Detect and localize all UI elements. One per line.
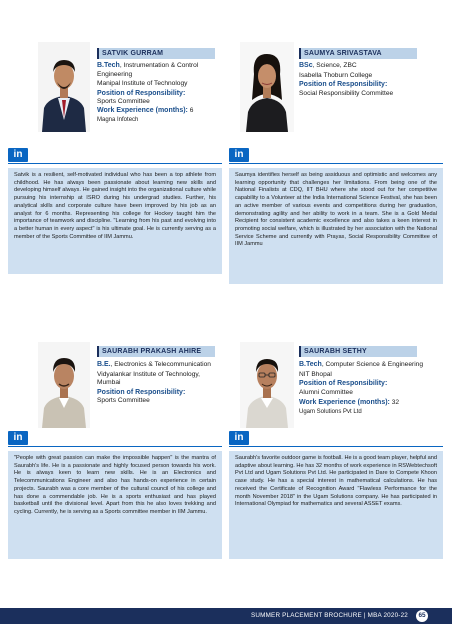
student-info	[97, 62, 225, 124]
student-name	[299, 48, 417, 59]
institute: Manipal Institute of Technology	[97, 80, 188, 88]
degree-type: B.E.	[97, 361, 111, 368]
linkedin-underline	[229, 446, 443, 447]
por-value: Sports Committee	[97, 98, 150, 106]
profile-photo	[38, 342, 90, 428]
linkedin-underline	[8, 163, 222, 164]
student-name-text: SAURABH PRAKASH AHIRE	[102, 348, 202, 355]
student-bio: Saurabh's favorite outdoor game is football. He is a good team player, helpful and adaptive about learning. He has 32 months of work experience in RSWebtechsoft Pvt Ltd and Ugam Solutions Pvt Ltd. He participated in Dare to Compete Khoon case study. He has a special interest in mathematical calculations. He has received the Certificate of Recognition Award "Flawless Performance for the month November 2018" in the Ugam Solutions company. He has participated in International Olympiad for mathematics and several ASSET exams.	[229, 451, 443, 559]
student-name	[97, 48, 215, 59]
degree-line	[97, 62, 225, 79]
student-name-text: SAURABH SETHY	[304, 348, 367, 355]
degree-type: BSc	[299, 62, 313, 69]
degree-type: B.Tech	[97, 62, 120, 69]
por-label: Position of Responsibility:	[97, 388, 186, 396]
student-name-text: SATVIK GURRAM	[102, 50, 164, 57]
work-label: Work Experience (months):	[97, 106, 188, 114]
footer-title: SUMMER PLACEMENT BROCHURE | MBA 2020-22	[251, 612, 408, 619]
page-number: 65	[416, 610, 428, 622]
profile-photo	[38, 42, 90, 132]
student-name-text: SAUMYA SRIVASTAVA	[304, 50, 382, 57]
student-bio: Saumya identifies herself as being assiduous and optimistic and welcomes any learning opportunity that challenges her limitations. From being one of the National Finalists at CDQ, IIT BHU where she stood out for her competitive capability to a Volunteer at the India International Science Festival, she has been an active member of various events and competitions during her graduation, demonstrating agility and her ability to work in a team. She is a Gold Medal Recipient for consistent academic excellence and also takes a keen interest in promoting social welfare, which is illustrated by her association with the National Service Scheme and currently with Prayas, Social Responsibility Committee of IIM Jammu	[229, 168, 443, 284]
company: Magna Infotech	[97, 116, 139, 123]
student-name	[299, 346, 417, 357]
profile-photo	[240, 42, 294, 132]
por-value: Sports Committee	[97, 397, 150, 405]
work-value: 32	[389, 399, 400, 407]
por-label: Position of Responsibility:	[299, 81, 388, 89]
linkedin-underline	[8, 446, 222, 447]
degree-line	[97, 361, 225, 370]
work-line	[299, 399, 439, 408]
linkedin-icon[interactable]: in	[8, 431, 28, 445]
degree-line	[299, 361, 439, 370]
por-value: Alumni Committee	[299, 388, 353, 396]
degree-line	[299, 62, 439, 71]
linkedin-underline	[229, 163, 443, 164]
work-value: 6	[187, 106, 194, 114]
student-name	[97, 346, 215, 357]
degree-field: , Instrumentation & Control Engineering	[97, 62, 199, 78]
por-label: Position of Responsibility:	[97, 89, 186, 97]
degree-field: , Computer Science & Engineering	[321, 361, 423, 368]
degree-field: , Science, ZBC	[312, 62, 357, 69]
student-info	[299, 361, 439, 417]
student-info	[299, 62, 439, 98]
institute: Vidyalankar Institute of Technology, Mumbai	[97, 370, 201, 387]
student-bio: "People with great passion can make the impossible happen" is the mantra of Saurabh's life. He is a passionate and highly focused person towards his work. He is always keen to learn new skills. He is an Electronics and Telecommunications Engineer and also has hands-on experience in certain projects. Saurabh was a core member of the cultural council of his college and has done a commendable job. He is a sports enthusiast and has played basketball until the divisional level. Apart from this he also loves trekking and cycling. Currently, he is serving as a Sports committee member in IIM Jammu.	[8, 451, 222, 559]
degree-type: B.Tech	[299, 361, 322, 368]
linkedin-icon[interactable]: in	[229, 148, 249, 162]
profile-photo	[240, 342, 294, 428]
institute: NIT Bhopal	[299, 370, 332, 378]
por-label: Position of Responsibility:	[299, 380, 388, 388]
linkedin-icon[interactable]: in	[8, 148, 28, 162]
company: Ugam Solutions Pvt Ltd	[299, 408, 362, 415]
por-value: Social Responsibility Committee	[299, 89, 394, 97]
institute: Isabella Thoburn College	[299, 71, 373, 79]
work-label: Work Experience (months):	[299, 399, 390, 407]
degree-field: , Electronics & Telecommunication	[110, 361, 211, 368]
student-info	[97, 361, 225, 406]
student-bio: Satvik is a resilient, self-motivated individual who has been a top athlete from childhood. He has always been passionate about learning new skills and developing himself always. He gained insight into the organizational culture while pursuing his internship at ISRO during his undergrad studies. Further, his analytical skills and corporate culture have been improved by his job as an analyst for 6 months. Representing his college for Hockey taught him the importance of teamwork and discipline. "Learning from his past and evolving into a better human in every aspect" is his ultimate goal. He is currently serving as a member of the Sports Committee of IIM Jammu.	[8, 168, 222, 274]
work-line	[97, 107, 225, 116]
linkedin-icon[interactable]: in	[229, 431, 249, 445]
